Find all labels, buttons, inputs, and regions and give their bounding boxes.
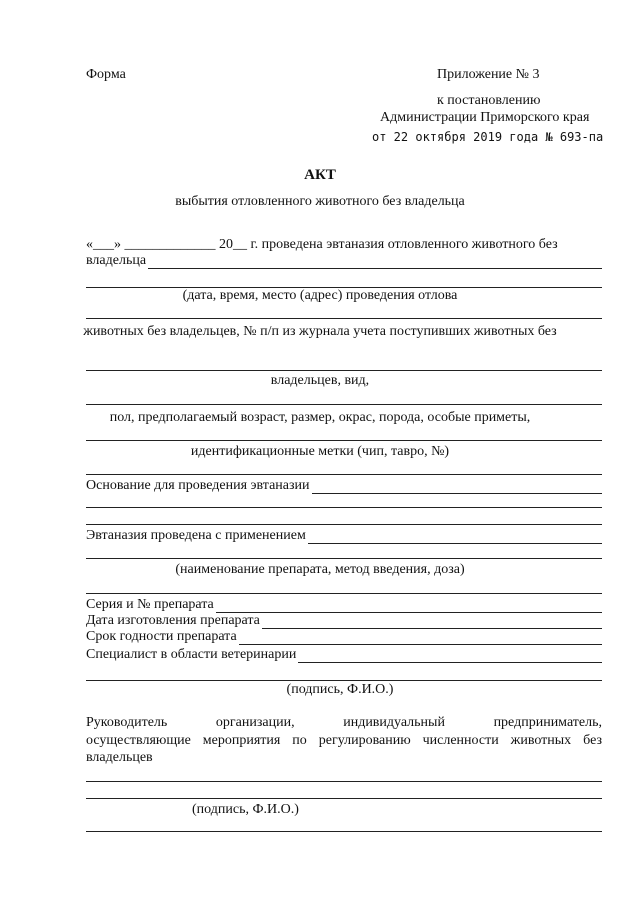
owner-field-row: [86, 253, 602, 269]
basis-field[interactable]: [312, 481, 602, 494]
owner-label: владельца: [86, 253, 147, 268]
caption-animal-traits: пол, предполагаемый возраст, размер, окрас, порода, особые приметы,: [109, 410, 531, 425]
caption-capture-info: (дата, время, место (адрес) проведения отлова: [182, 288, 458, 303]
series-field[interactable]: [216, 600, 602, 613]
blank-line[interactable]: [86, 831, 602, 832]
basis-label: Основание для проведения эвтаназии: [86, 478, 310, 493]
appendix-number: Приложение № 3: [437, 67, 540, 82]
made-date-field[interactable]: [262, 616, 602, 629]
blank-line[interactable]: [86, 318, 602, 319]
resolution-reference: к постановлению: [437, 93, 541, 108]
caption-signature-head: (подпись, Ф.И.О.): [192, 802, 299, 817]
made-date-label: Дата изготовления препарата: [86, 613, 260, 628]
basis-field-row: [86, 478, 602, 494]
vet-label: Специалист в области ветеринарии: [86, 647, 297, 662]
blank-line[interactable]: [86, 558, 602, 559]
expiry-field[interactable]: [239, 632, 602, 645]
blank-line[interactable]: [86, 593, 602, 594]
method-field[interactable]: [308, 531, 602, 544]
blank-line[interactable]: [86, 524, 602, 525]
caption-drug-info: (наименование препарата, метод введения, доза): [175, 562, 465, 577]
caption-animals-journal: животных без владельцев, № п/п из журнала учета поступивших животных без: [83, 324, 557, 339]
vet-field-row: [86, 647, 602, 663]
series-field-row: [86, 597, 602, 613]
vet-field[interactable]: [298, 650, 602, 663]
form-label: Форма: [86, 67, 126, 82]
caption-id-marks: идентификационные метки (чип, тавро, №): [190, 444, 450, 459]
series-label: Серия и № препарата: [86, 597, 214, 612]
caption-owners-species: владельцев, вид,: [270, 373, 370, 388]
administration-name: Администрации Приморского края: [380, 110, 590, 125]
expiry-field-row: [86, 629, 602, 645]
document-title: АКТ: [304, 167, 336, 183]
head-line-2: осуществляющие мероприятия по регулированию численности животных без: [86, 733, 602, 748]
method-label: Эвтаназия проведена с применением: [86, 528, 306, 543]
blank-line[interactable]: [86, 680, 602, 681]
caption-signature: (подпись, Ф.И.О.): [286, 682, 394, 697]
head-line-1: Руководитель организации, индивидуальный предприниматель,: [86, 715, 602, 730]
blank-line[interactable]: [86, 507, 602, 508]
resolution-date-number: от 22 октября 2019 года № 693-па: [372, 130, 604, 144]
euthanasia-date-line: «___» _____________ 20__ г. проведена эвтаназия отловленного животного без: [86, 237, 558, 252]
made-date-field-row: [86, 613, 602, 629]
blank-line[interactable]: [86, 798, 602, 799]
head-line-3: владельцев: [86, 750, 153, 765]
document-subtitle: выбытия отловленного животного без владельца: [175, 194, 465, 209]
blank-line[interactable]: [86, 781, 602, 782]
method-field-row: [86, 528, 602, 544]
expiry-label: Срок годности препарата: [86, 629, 237, 644]
blank-line[interactable]: [86, 474, 602, 475]
blank-line[interactable]: [86, 440, 602, 441]
blank-line[interactable]: [86, 404, 602, 405]
owner-field[interactable]: [148, 256, 602, 269]
blank-line[interactable]: [86, 370, 602, 371]
